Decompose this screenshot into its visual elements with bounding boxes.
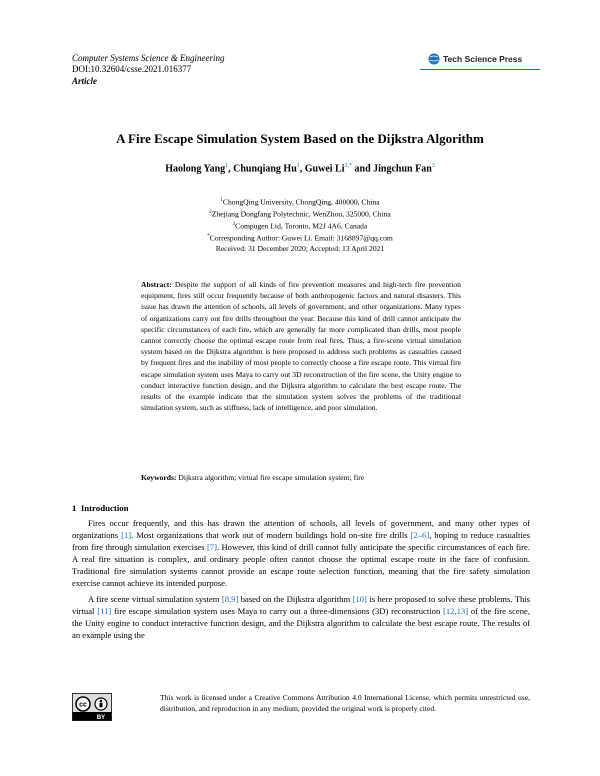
citation-link[interactable]: [7] xyxy=(206,542,217,552)
abstract-label: Abstract: xyxy=(141,280,172,289)
license-text: This work is licensed under a Creative Commons Attribution 4.0 International License, which permits unrestricted use, distribution, and reproduction in any medium, provided the original work is properly cited. xyxy=(160,693,530,713)
author-sup: 2,* xyxy=(344,163,353,169)
citation-link[interactable]: [2–6] xyxy=(410,530,430,540)
by-text: BY xyxy=(96,715,106,721)
author-name[interactable]: Chunqiang Hu xyxy=(233,163,297,175)
cc-by-badge-icon[interactable] xyxy=(72,693,112,721)
publisher-underline xyxy=(420,69,540,70)
author-sup: 3 xyxy=(431,163,435,169)
author-name[interactable]: Haolong Yang xyxy=(165,163,226,175)
keywords xyxy=(141,472,461,483)
cc-text: cc xyxy=(79,701,87,709)
corresponding-author: *Corresponding Author: Guwei Li. Email: 3168897@qq.com xyxy=(207,233,393,243)
affiliation: $^1$ChongQing University, ChongQing, 400000, China xyxy=(220,197,380,207)
citation-link[interactable]: [12,13] xyxy=(443,606,469,616)
section-heading: 1 Introduction xyxy=(72,503,129,513)
author-sup: 1 xyxy=(296,163,300,169)
citation-link[interactable]: [11] xyxy=(97,606,112,616)
publisher-globe-icon xyxy=(428,53,440,65)
journal-name: Computer Systems Science & Engineering xyxy=(72,53,225,63)
keywords-label: Keywords: xyxy=(141,473,177,482)
received-dates: Received: 31 December 2020; Accepted: 13 April 2021 xyxy=(215,244,385,254)
publisher-logo xyxy=(428,51,532,67)
introduction-body xyxy=(72,517,530,641)
author-list: Haolong Yang$^1$, Chunqiang Hu$^1$, Guwei $Li^{2,*}$ and Jingchun Fan$^3$ xyxy=(165,163,435,175)
paper-title: A Fire Escape Simulation System Based on the Dijkstra Algorithm xyxy=(116,131,484,146)
doi[interactable]: DOI:10.32604/csse.2021.016377 xyxy=(72,64,192,74)
article-type: Article xyxy=(72,76,97,86)
paragraph: A fire scene virtual simulation system [8,9] based on the Dijkstra algorithm [10] is here proposed to solve these problems. This virtual [11] fire escape simulation system uses Maya to carry out a three-dimensions (3D) reconstruction [12,13] of the fire scene, the Unity engine to conduct interactive function design, and the Dijkstra algorithm to calculate the best escape route. The results of an example using the xyxy=(72,594,530,640)
author-name[interactable]: Guwei Li xyxy=(304,163,345,175)
publisher-name: Tech Science Press xyxy=(443,54,523,64)
paragraph: Fires occur frequently, and this has drawn the attention of schools, all levels of government, and many other types of organizations [1]. Most organizations that work out of modern buildings hold on-site fire drills [2–6], hoping to reduce casualties from fire through simulation exercises [7]. However, this kind of drill cannot fully anticipate the specific circumstances of each fire. A real fire situation is complex, and ordinary people often cannot choose the optimal escape route in the face of confusion. Traditional fire simulation systems cannot provide an escape route selection function, meaning that the fire safety simulation exercise cannot achieve its intended purpose. xyxy=(72,518,531,588)
affiliation: $^2$Zhejiang Dongfang Polytechnic, WenZhou, 325000, China xyxy=(209,209,391,219)
abstract-text: Despite the support of all kinds of fire prevention measures and high-tech fire prevention equipment, fires still occur frequently because of both anthropogenic factors and natural disasters. This issue has drawn the attention of schools, all levels of government, and other organizations. Many types of organizations carry out fire drills throughout the year. Because this kind of drill cannot anticipate the specific circumstances of each fire, which are generally far more complicated than drills, most people cannot correctly choose the optimal escape route from real fires. Thus, a fire-scene virtual simulation system based on the Dijkstra algorithm is here proposed to address such problems as casualties caused by frequent fires and the inability of most people to correctly choose a fire escape route. This virtual fire escape simulation system uses Maya to carry out 3D reconstruction of the fire scene, the Unity engine to conduct interactive function design, and the Dijkstra algorithm to calculate the best escape route. The results of the example indicate that the simulation system solves the problems of the traditional simulation system, such as stiffness, lack of intelligence, and poor simulation. xyxy=(141,280,461,413)
citation-link[interactable]: [8,9] xyxy=(221,594,239,604)
abstract xyxy=(141,279,461,413)
author-name[interactable]: Jingchun Fan xyxy=(373,163,432,175)
citation-link[interactable]: [10] xyxy=(352,594,367,604)
author-sup: 1 xyxy=(225,163,229,169)
keywords-text: Dijkstra algorithm; virtual fire escape simulation system; fire xyxy=(178,473,365,482)
affiliation: $^3$Compugen Ltd, Toronto, M2J 4A6, Canada xyxy=(232,221,368,231)
license-footer xyxy=(72,690,530,730)
affiliations xyxy=(100,196,500,255)
citation-link[interactable]: [1] xyxy=(121,530,132,540)
